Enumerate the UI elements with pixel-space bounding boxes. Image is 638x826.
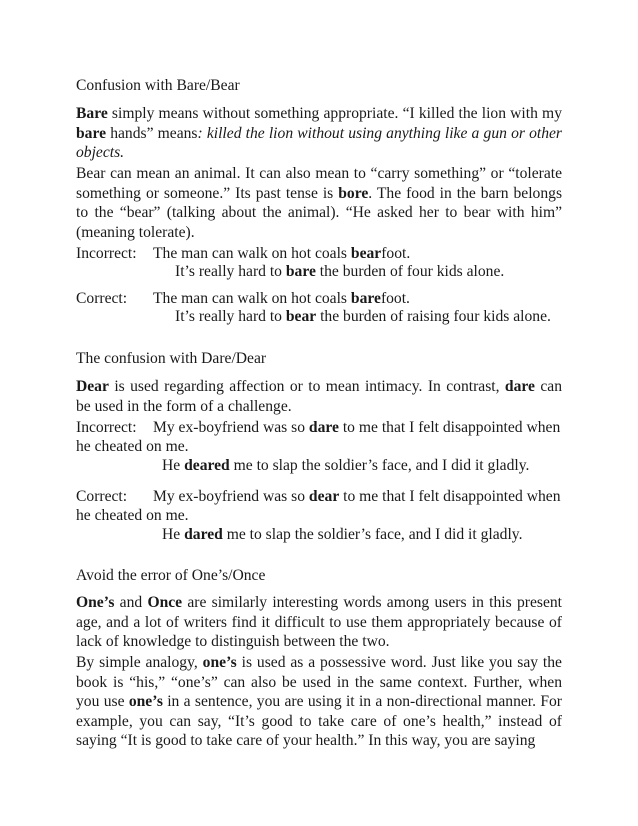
term-bare: Bare [76, 105, 108, 122]
bold-word: bare [350, 290, 381, 307]
term-dare: dare [504, 378, 535, 395]
example-incorrect-2 [175, 262, 504, 282]
text: and [114, 594, 148, 611]
correct-label: Correct: [76, 290, 128, 307]
term-ones: one’s [202, 654, 237, 671]
bold-word: dare [308, 419, 339, 436]
example-incorrect-1 [153, 418, 560, 438]
term-dear: Dear [76, 378, 109, 395]
text: It’s really hard to [175, 263, 286, 280]
italic-explanation: : killed the lion without using anything like a gun or other objects. [76, 124, 563, 161]
term-bare-2: bare [76, 124, 107, 142]
paragraph-bear-definition [76, 164, 562, 242]
bold-word: bear [350, 245, 382, 262]
term-ones: One’s [76, 594, 115, 611]
bold-word: bear [285, 308, 317, 325]
text: foot. [381, 245, 411, 262]
paragraph-ones-analogy [76, 653, 562, 751]
bold-word: dared [184, 526, 223, 543]
section-heading-dare-dear: The confusion with Dare/Dear [76, 350, 267, 367]
text: Bear can mean an animal. It can also mean to “carry something” or “tolerate something or someone.” Its past tense is [76, 165, 562, 202]
text: to me that I felt disappointed when [339, 488, 561, 505]
text: the burden of four kids alone. [315, 263, 505, 280]
example-correct-2 [162, 525, 522, 545]
example-incorrect-1 [153, 244, 410, 264]
example-incorrect-2 [162, 456, 529, 476]
text: It’s really hard to [175, 308, 286, 325]
paragraph-ones-once-intro [76, 593, 562, 652]
paragraph-dear-definition [76, 377, 562, 416]
example-correct-1 [153, 487, 561, 507]
text: He [162, 526, 185, 543]
text: My ex-boyfriend was so [153, 419, 309, 436]
bold-word: bare [285, 263, 316, 280]
term-ones-2: one’s [128, 693, 163, 710]
term-once: Once [147, 594, 183, 611]
text: in a sentence, you are using it in a non-directional manner. For example, you can say, “It’s good to take care of one’s health,” instead of saying “It is good to take care of your health.” In this way, you are saying [76, 693, 563, 749]
text: is used as a possessive word. Just like you say the book is “his,” “one’s” can also be used in the same context. Further, when you use [76, 654, 562, 710]
text: simply means without something appropriate. “I killed the lion with my [107, 105, 562, 122]
example-correct-1 [153, 289, 410, 309]
text: to me that I felt disappointed when [338, 419, 561, 436]
correct-label: Correct: [76, 488, 128, 505]
text: me to slap the soldier’s face, and I did it gladly. [222, 526, 523, 543]
text: are similarly interesting words among users in this present age, and a lot of writers find it difficult to use them appropriately because of lack of knowledge to distinguish between the two. [76, 594, 562, 650]
text: hands” means [106, 124, 198, 142]
section-heading-bare-bear: Confusion with Bare/Bear [76, 77, 240, 94]
bold-word: deared [184, 457, 230, 474]
bold-word: dear [308, 488, 340, 505]
text: The man can walk on hot coals [153, 245, 351, 262]
section-heading-ones-once: Avoid the error of One’s/Once [76, 567, 266, 584]
incorrect-label: Incorrect: [76, 419, 137, 436]
text: The man can walk on hot coals [153, 290, 351, 307]
text: the burden of raising four kids alone. [316, 308, 551, 325]
text: . The food in the barn belongs to the “bear” (talking about the animal). “He asked her to bear with him” (meaning tolerate). [76, 184, 563, 241]
text: me to slap the soldier’s face, and I did it gladly. [229, 457, 530, 474]
paragraph-bare-definition [76, 104, 562, 163]
text: By simple analogy, [76, 654, 203, 671]
example-correct-2 [175, 307, 551, 327]
example-correct-1-cont: he cheated on me. [76, 507, 189, 524]
text: He [162, 457, 185, 474]
text: foot. [380, 290, 410, 307]
text: is used regarding affection or to mean intimacy. In contrast, [108, 378, 505, 395]
text: can be used in the form of a challenge. [76, 378, 562, 415]
term-bore: bore [338, 184, 369, 202]
text: My ex-boyfriend was so [153, 488, 309, 505]
example-incorrect-1-cont: he cheated on me. [76, 438, 189, 455]
incorrect-label: Incorrect: [76, 245, 137, 262]
